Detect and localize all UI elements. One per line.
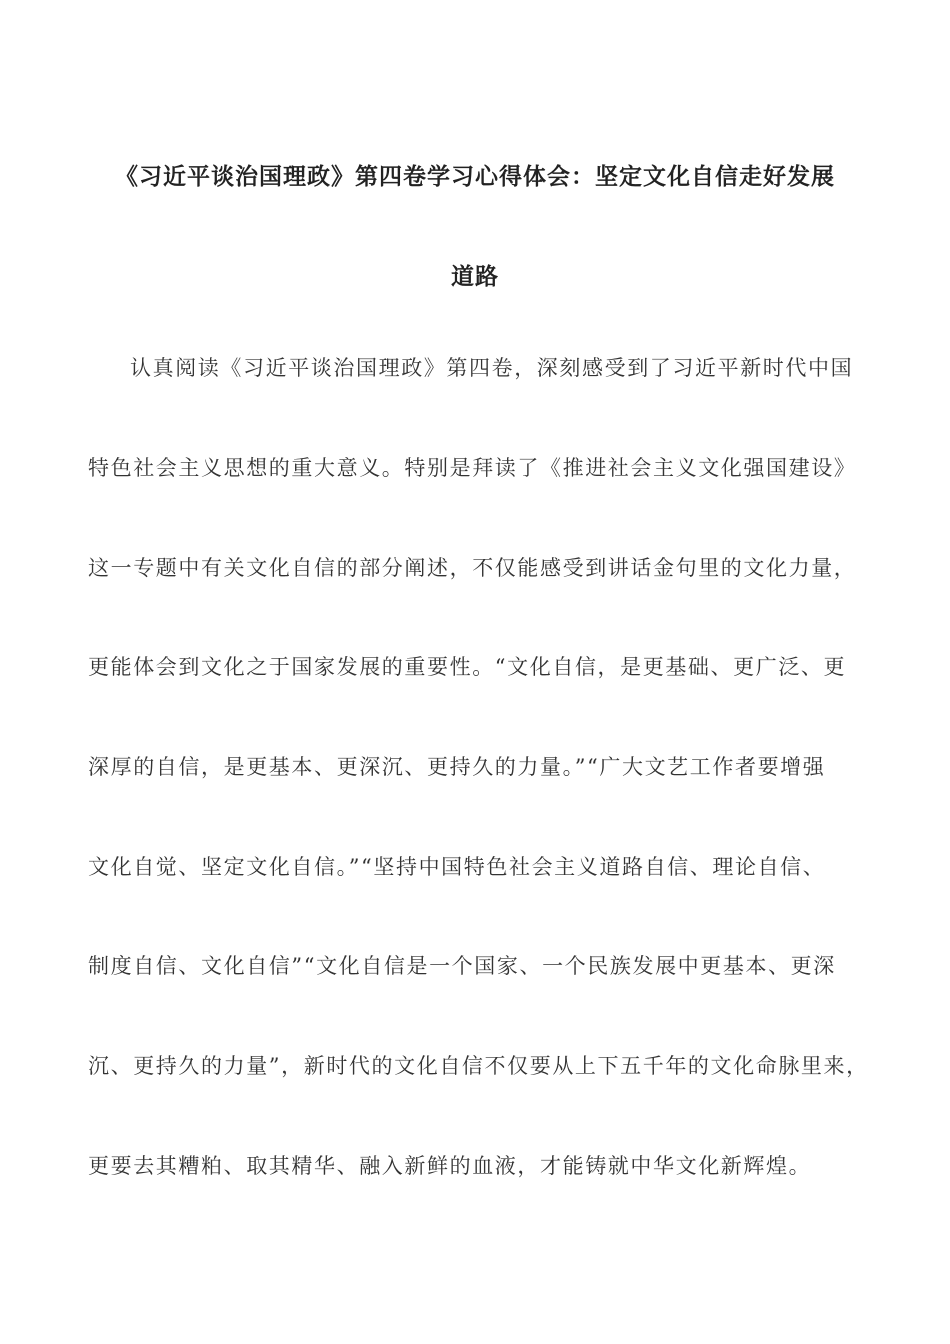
document-title-line-1: 《习近平谈治国理政》第四卷学习心得体会：坚定文化自信走好发展 bbox=[115, 164, 835, 190]
paragraph-line: 特色社会主义思想的重大意义。特别是拜读了《推进社会主义文化强国建设》 bbox=[88, 456, 857, 480]
paragraph-line: 深厚的自信，是更基本、更深沉、更持久的力量。”“广大文艺工作者要增强 bbox=[88, 755, 826, 779]
paragraph-line: 更要去其糟粕、取其精华、融入新鲜的血液，才能铸就中华文化新辉煌。 bbox=[88, 1154, 812, 1178]
document-title-line-2: 道路 bbox=[451, 264, 499, 290]
paragraph-line: 这一专题中有关文化自信的部分阐述，不仅能感受到讲话金句里的文化力量， bbox=[88, 556, 857, 580]
paragraph-line: 制度自信、文化自信”“文化自信是一个国家、一个民族发展中更基本、更深 bbox=[88, 954, 836, 978]
paragraph-line: 沉、更持久的力量”，新时代的文化自信不仅要从上下五千年的文化命脉里来， bbox=[88, 1054, 869, 1078]
paragraph-line: 更能体会到文化之于国家发展的重要性。“文化自信，是更基础、更广泛、更 bbox=[88, 655, 847, 679]
paragraph-line: 认真阅读《习近平谈治国理政》第四卷，深刻感受到了习近平新时代中国 bbox=[130, 356, 854, 380]
paragraph-line: 文化自觉、坚定文化自信。”“坚持中国特色社会主义道路自信、理论自信、 bbox=[88, 855, 826, 879]
